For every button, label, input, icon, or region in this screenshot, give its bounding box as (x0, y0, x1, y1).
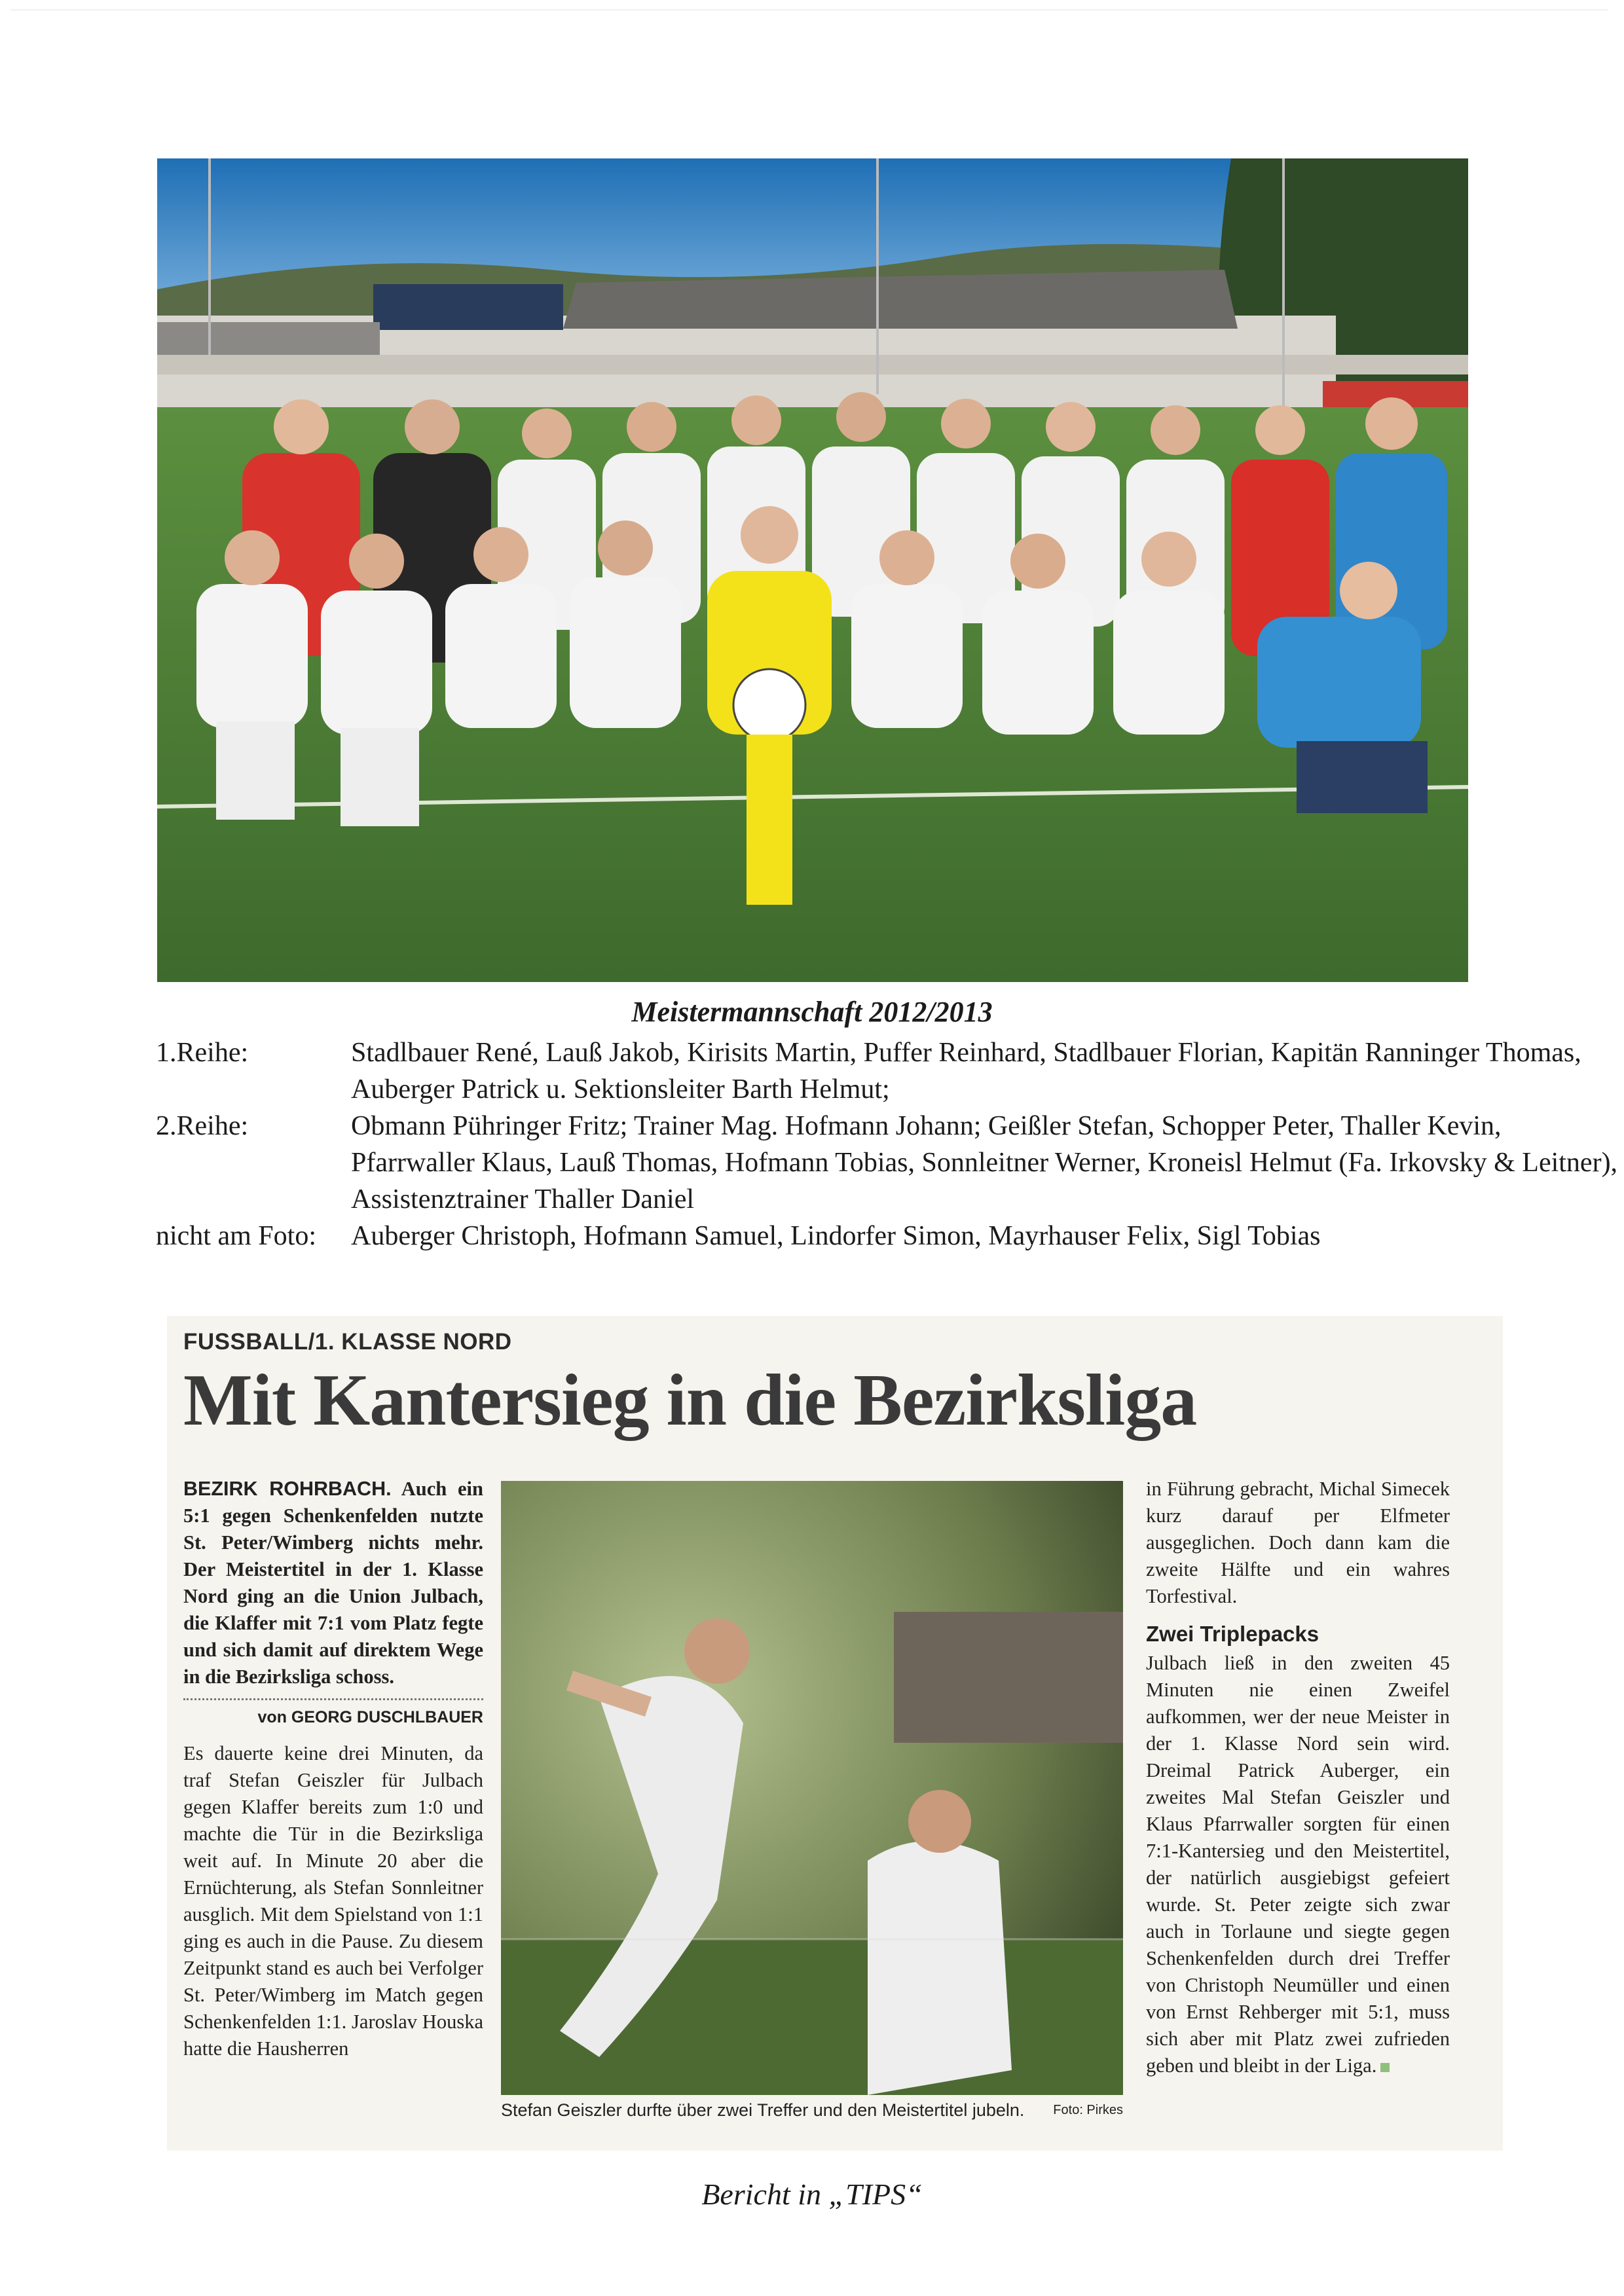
article-lead (183, 1476, 483, 1690)
caption-row-2 (156, 1108, 1618, 1218)
end-mark (1380, 2063, 1390, 2072)
article-column-3 (1146, 1476, 1450, 2079)
article-headline: Mit Kantersieg in die Bezirksliga (183, 1360, 1197, 1441)
photo-credit: Foto: Pirkes (1053, 2103, 1123, 2117)
article-subhead: Zwei Triplepacks (1146, 1622, 1320, 1646)
caption-title: Meistermannschaft 2012/2013 (631, 996, 993, 1028)
article-body-3a: in Führung gebracht, Michal Simecek kurz darauf per Elfmeter ausgeglichen. Doch dann kam die zweite Hälfte und ein wahres Torfestival. (1146, 1478, 1450, 1607)
row-text: Obmann Pühringer Fritz; Trainer Mag. Hofmann Johann; Geißler Stefan, Schopper Peter, Thaller Kevin, Pfarrwaller Klaus, Lauß Thomas, Hofmann Tobias, Sonnleitner Werner, Kroneisl Helmut (Fa. Irkovsky & Leitner), Assistenztrainer Thaller Daniel (351, 1111, 1618, 1214)
row-label: 1.Reihe: (156, 1038, 249, 1068)
row-label: 2.Reihe: (156, 1111, 249, 1141)
lead-text: Auch ein 5:1 gegen Schenkenfelden nutzte St. Peter/Wimberg nichts mehr. Der Meistertitel in der 1. Klasse Nord ging an die Union Julbach, die Klaffer mit 7:1 vom Platz fegte und sich damit auf direktem Wege in die Bezirksliga schoss. (183, 1478, 483, 1688)
team-photo (157, 158, 1468, 982)
match-photo (501, 1481, 1123, 2095)
article-column-1 (183, 1476, 483, 2062)
article-byline: von GEORG DUSCHLBAUER (257, 1708, 483, 1726)
row-text: Stadlbauer René, Lauß Jakob, Kirisits Martin, Puffer Reinhard, Stadlbauer Florian, Kapitän Ranninger Thomas, Auberger Patrick u. Sektionsleiter Barth Helmut; (351, 1038, 1581, 1104)
lead-place: BEZIRK ROHRBACH. (183, 1478, 392, 1500)
article-body-1: Es dauerte keine drei Minuten, da traf Stefan Geiszler für Julbach gegen Klaffer bereits zum 1:0 und machte die Tür in die Bezirksliga weit auf. In Minute 20 aber die Ernüchterung, als Stefan Sonnleitner ausglich. Mit dem Spielstand von 1:1 ging es auch in die Pause. Zu diesem Zeitpunkt stand es auch bei Verfolger St. Peter/Wimberg im Match gegen Schenkenfelden 1:1. Jaroslav Houska hatte die Hausherren (183, 1742, 483, 2060)
photo-caption (501, 2100, 1123, 2121)
article-body-3b: Julbach ließ in den zweiten 45 Minuten nie einen Zweifel aufkommen, wer der neue Meister in der 1. Klasse Nord sein wird. Dreimal Patrick Auberger, ein zweites Mal Stefan Geiszler und Klaus Pfarrwaller sorgten für einen 7:1-Kantersieg und den Meistertitel, der natürlich ausgiebigst gefeiert wurde. St. Peter zeigte sich zwar auch in Torlaune und siegte gegen Schenkenfelden durch drei Treffer von Christoph Neumüller und einen von Ernst Rehberger mit 5:1, muss sich aber mit Platz zwei zufrieden geben und bleibt in der Liga. (1146, 1652, 1450, 2077)
source-note: Bericht in „TIPS“ (701, 2178, 923, 2211)
byline-rule (183, 1698, 483, 1700)
caption-row-1 (156, 1034, 1581, 1108)
caption-row-3 (156, 1218, 1472, 1291)
row-text: Auberger Christoph, Hofmann Samuel, Lindorfer Simon, Mayrhauser Felix, Sigl Tobias (351, 1221, 1321, 1251)
photo-caption-text: Stefan Geiszler durfte über zwei Treffer und den Meistertitel jubeln. (501, 2100, 1025, 2120)
row-label: nicht am Foto: (156, 1221, 316, 1251)
article-kicker: FUSSBALL/1. KLASSE NORD (183, 1329, 512, 1355)
